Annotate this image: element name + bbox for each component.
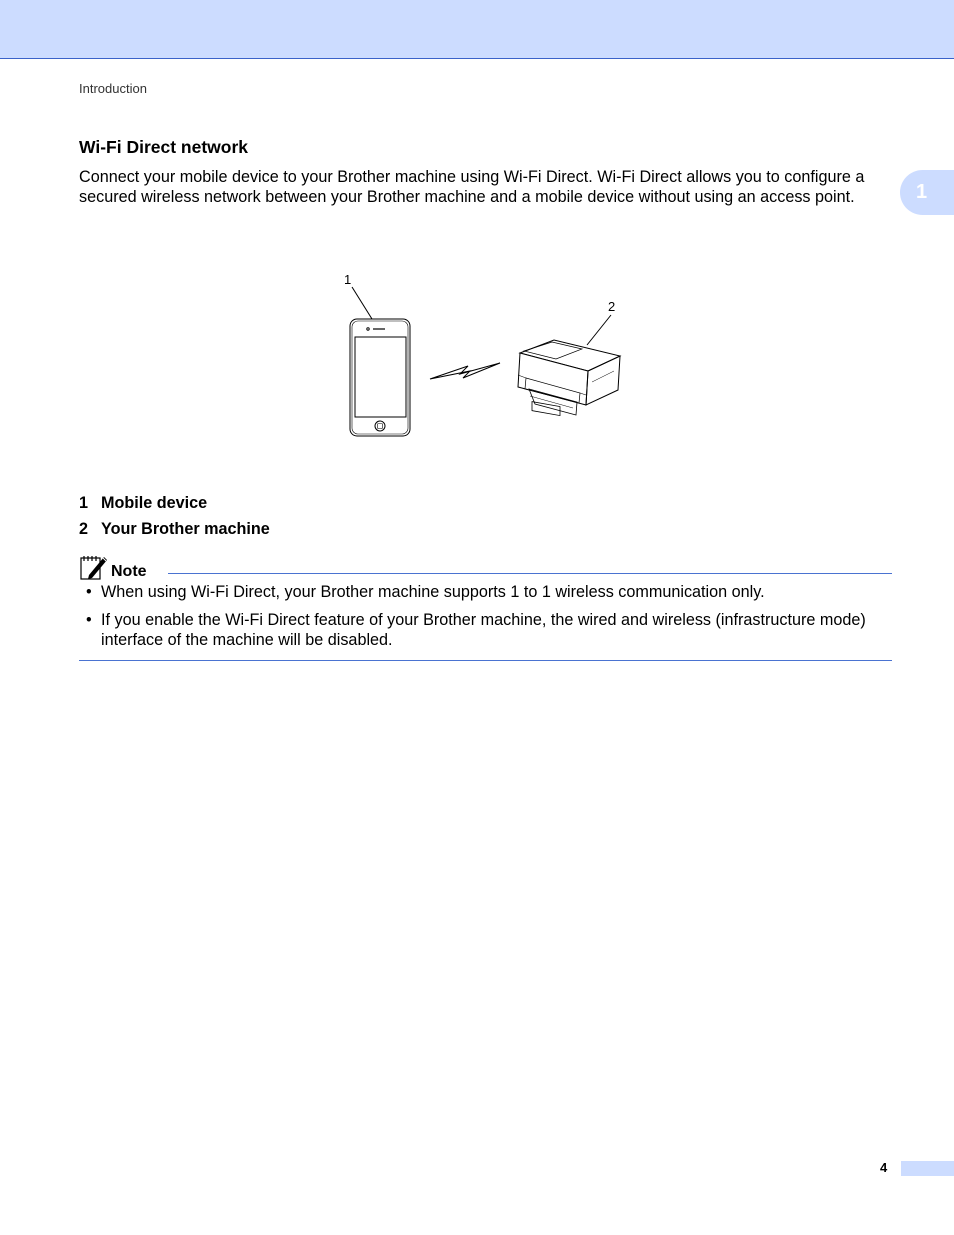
note-header	[79, 553, 147, 581]
legend-item-mobile-device	[79, 494, 207, 513]
legend-item-brother-machine	[79, 520, 270, 539]
page-number: 4	[880, 1160, 888, 1175]
bullet: •	[86, 611, 92, 629]
section-title: Wi-Fi Direct network	[79, 137, 249, 157]
note-label: Note	[111, 563, 147, 580]
page-tab	[901, 1161, 954, 1176]
legend-number: 2	[79, 520, 89, 538]
callout-2-leader	[587, 315, 611, 345]
callout-1: 1	[344, 272, 352, 287]
header-band	[0, 0, 954, 59]
note-item	[86, 610, 892, 650]
wifi-direct-diagram	[330, 265, 630, 445]
callout-1-leader	[352, 287, 372, 319]
mobile-device-illustration	[350, 319, 410, 436]
note-top-divider	[168, 573, 892, 574]
note-bottom-divider	[79, 660, 892, 661]
running-header: Introduction	[79, 81, 147, 96]
note-item-text: When using Wi-Fi Direct, your Brother machine supports 1 to 1 wireless communication only.	[101, 583, 765, 601]
bullet: •	[86, 583, 92, 601]
note-pencil-icon	[79, 553, 109, 581]
note-item-text: If you enable the Wi-Fi Direct feature of your Brother machine, the wired and wireless (infrastructure mode) interface of the machine will be disabled.	[101, 611, 866, 649]
wireless-signal-icon	[430, 363, 500, 379]
callout-2: 2	[608, 299, 616, 314]
legend-number: 1	[79, 494, 89, 512]
intro-paragraph: Connect your mobile device to your Brother machine using Wi-Fi Direct. Wi-Fi Direct allows you to configure a secured wireless network between your Brother machine and a mobile device without using an access point.	[79, 168, 865, 206]
brother-machine-illustration	[518, 340, 620, 416]
legend-label: Your Brother machine	[101, 520, 270, 538]
legend-label: Mobile device	[101, 494, 208, 512]
chapter-number: 1	[916, 181, 928, 203]
chapter-tab	[900, 170, 954, 215]
note-item	[86, 582, 892, 602]
